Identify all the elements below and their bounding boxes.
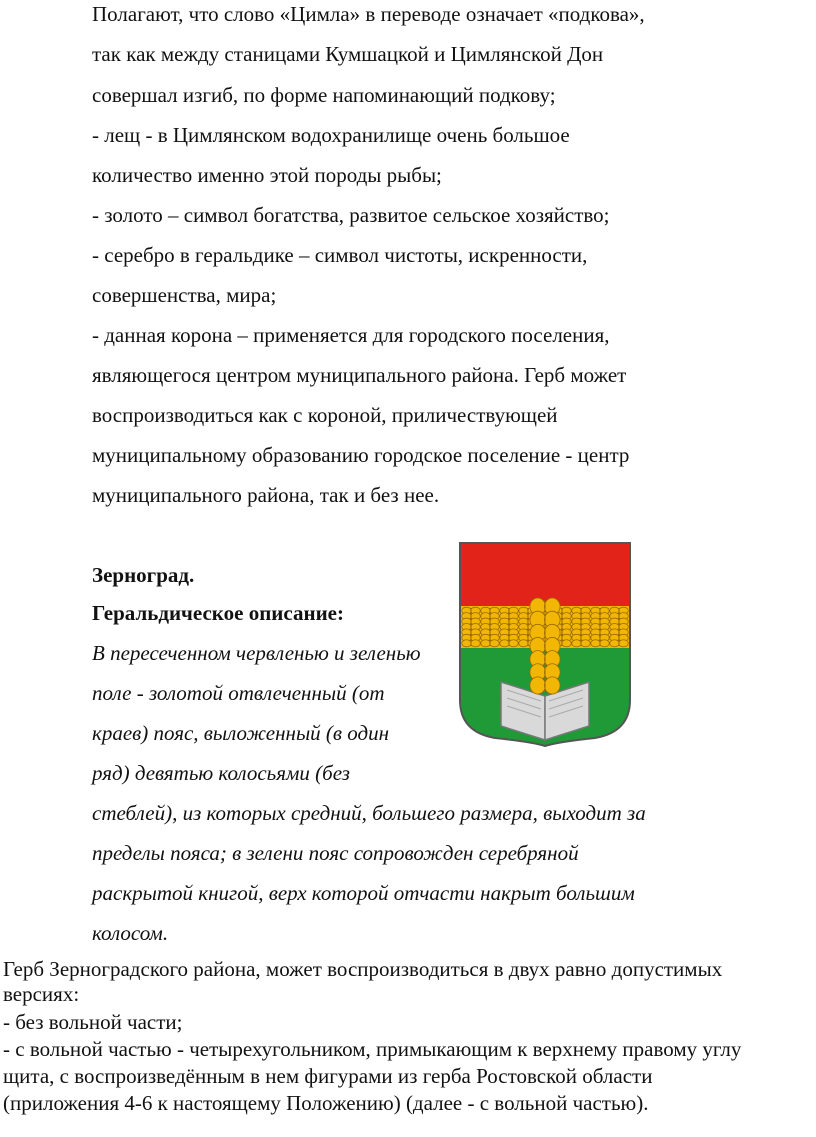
- text-line: являющегося центром муниципального района. Герб может: [92, 363, 627, 387]
- text-line: муниципального района, так и без нее.: [92, 483, 440, 507]
- bottom-line: (приложения 4-6 к настоящему Положению) (далее - с вольной частью).: [3, 1091, 649, 1115]
- description-line: поле - золотой отвлеченный (от: [92, 681, 385, 705]
- description-line: колосом.: [92, 921, 169, 945]
- section-subtitle: Геральдическое описание:: [92, 601, 344, 625]
- text-line: - серебро в геральдике – символ чистоты, искренности,: [92, 243, 588, 267]
- text-line: - данная корона – применяется для городского поселения,: [92, 323, 610, 347]
- description-line: краев) пояс, выложенный (в один: [92, 721, 390, 745]
- text-line: совершенства, мира;: [92, 283, 277, 307]
- bottom-line: Герб Зерноградского района, может воспроизводиться в двух равно допустимых: [3, 957, 723, 981]
- text-line: так как между станицами Кумшацкой и Цимлянской Дон: [92, 42, 604, 66]
- text-line: - лещ - в Цимлянском водохранилище очень большое: [92, 123, 570, 147]
- bottom-line: щита, с воспроизведённым в нем фигурами из герба Ростовской области: [3, 1064, 653, 1088]
- text-line: муниципальному образованию городское поселение - центр: [92, 443, 630, 467]
- text-line: количество именно этой породы рыбы;: [92, 163, 442, 187]
- bottom-line: - с вольной частью - четырехугольником, примыкающим к верхнему правому углу: [3, 1037, 742, 1061]
- text-line: Полагают, что слово «Цимла» в переводе означает «подкова»,: [92, 2, 645, 26]
- text-line: - золото – символ богатства, развитое сельское хозяйство;: [92, 203, 610, 227]
- text-line: совершал изгиб, по форме напоминающий подкову;: [92, 83, 556, 107]
- bottom-line: версиях:: [3, 982, 80, 1006]
- large-wheat-ear: [530, 598, 560, 694]
- coat-of-arms-image: [457, 540, 633, 748]
- description-line: В пересеченном червленью и зеленью: [92, 641, 421, 665]
- description-line: стеблей), из которых средний, большего размера, выходит за: [92, 801, 646, 825]
- description-line: пределы пояса; в зелени пояс сопровожден серебряной: [92, 841, 579, 865]
- section-title: Зерноград.: [92, 563, 195, 587]
- description-line: раскрытой книгой, верх которой отчасти накрыт большим: [92, 881, 635, 905]
- description-line: ряд) девятью колосьями (без: [92, 761, 350, 785]
- bottom-line: - без вольной части;: [3, 1010, 183, 1034]
- text-line: воспроизводиться как с короной, приличествующей: [92, 403, 558, 427]
